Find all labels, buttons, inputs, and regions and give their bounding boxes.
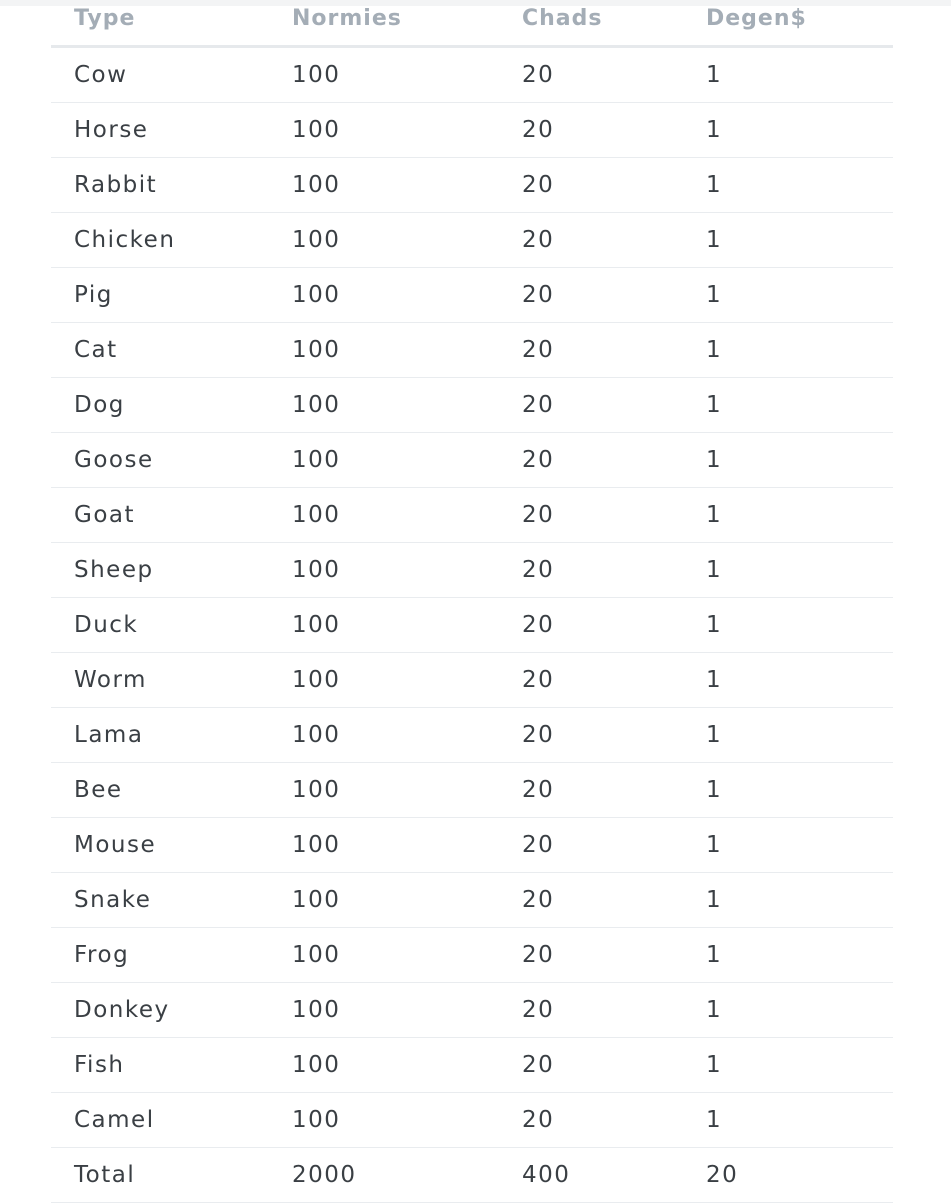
cell-normies: 100: [269, 763, 499, 818]
cell-type: Bee: [51, 763, 269, 818]
cell-degens: 1: [683, 103, 893, 158]
supply-table: [51, 0, 893, 1203]
table-row: [51, 158, 893, 213]
cell-normies: 100: [269, 1093, 499, 1148]
cell-type: Camel: [51, 1093, 269, 1148]
cell-normies: 100: [269, 708, 499, 763]
cell-type: Fish: [51, 1038, 269, 1093]
cell-normies: 100: [269, 653, 499, 708]
column-header-degens: Degen$: [683, 0, 893, 47]
cell-normies: 100: [269, 818, 499, 873]
cell-degens: 1: [683, 1093, 893, 1148]
cell-type: Frog: [51, 928, 269, 983]
table-row: [51, 708, 893, 763]
table-row: [51, 873, 893, 928]
cell-chads: 20: [499, 1093, 683, 1148]
cell-chads: 20: [499, 543, 683, 598]
cell-degens: 1: [683, 1038, 893, 1093]
table-row: [51, 103, 893, 158]
cell-normies: 100: [269, 488, 499, 543]
cell-chads: 20: [499, 873, 683, 928]
cell-type: Pig: [51, 268, 269, 323]
cell-normies: 2000: [269, 1148, 499, 1203]
cell-degens: 1: [683, 598, 893, 653]
table-row: [51, 653, 893, 708]
cell-chads: 20: [499, 433, 683, 488]
cell-chads: 20: [499, 1038, 683, 1093]
table-row: [51, 543, 893, 598]
cell-normies: 100: [269, 268, 499, 323]
table-row: [51, 818, 893, 873]
table-body: [51, 47, 893, 1203]
cell-normies: 100: [269, 158, 499, 213]
cell-normies: 100: [269, 378, 499, 433]
cell-degens: 1: [683, 983, 893, 1038]
cell-degens: 1: [683, 433, 893, 488]
table-row: [51, 928, 893, 983]
cell-normies: 100: [269, 103, 499, 158]
cell-chads: 20: [499, 928, 683, 983]
cell-normies: 100: [269, 598, 499, 653]
cell-type: Snake: [51, 873, 269, 928]
cell-type: Horse: [51, 103, 269, 158]
cell-chads: 20: [499, 378, 683, 433]
cell-chads: 20: [499, 598, 683, 653]
cell-degens: 1: [683, 928, 893, 983]
cell-degens: 1: [683, 268, 893, 323]
cell-type: Cat: [51, 323, 269, 378]
cell-type: Goat: [51, 488, 269, 543]
cell-type: Sheep: [51, 543, 269, 598]
cell-degens: 1: [683, 47, 893, 103]
cell-degens: 1: [683, 158, 893, 213]
cell-degens: 1: [683, 543, 893, 598]
table-row: [51, 268, 893, 323]
cell-normies: 100: [269, 323, 499, 378]
cell-type: Rabbit: [51, 158, 269, 213]
cell-chads: 20: [499, 268, 683, 323]
cell-chads: 20: [499, 488, 683, 543]
cell-degens: 20: [683, 1148, 893, 1203]
column-header-type: Type: [51, 0, 269, 47]
table-row: [51, 213, 893, 268]
cell-degens: 1: [683, 213, 893, 268]
cell-degens: 1: [683, 763, 893, 818]
table-row: [51, 1038, 893, 1093]
cell-chads: 20: [499, 103, 683, 158]
table-row: [51, 378, 893, 433]
table-row: [51, 598, 893, 653]
cell-normies: 100: [269, 543, 499, 598]
cell-normies: 100: [269, 433, 499, 488]
cell-degens: 1: [683, 488, 893, 543]
cell-degens: 1: [683, 323, 893, 378]
column-header-chads: Chads: [499, 0, 683, 47]
cell-type: Lama: [51, 708, 269, 763]
cell-normies: 100: [269, 47, 499, 103]
table-row: [51, 763, 893, 818]
table-row: [51, 488, 893, 543]
column-header-normies: Normies: [269, 0, 499, 47]
cell-chads: 20: [499, 323, 683, 378]
cell-chads: 20: [499, 708, 683, 763]
table-row: [51, 983, 893, 1038]
table-row: [51, 323, 893, 378]
cell-normies: 100: [269, 213, 499, 268]
cell-type: Total: [51, 1148, 269, 1203]
table-container: [51, 0, 893, 1203]
cell-normies: 100: [269, 983, 499, 1038]
cell-chads: 20: [499, 653, 683, 708]
table-row-total: [51, 1148, 893, 1203]
cell-chads: 20: [499, 213, 683, 268]
cell-type: Donkey: [51, 983, 269, 1038]
cell-type: Goose: [51, 433, 269, 488]
table-row: [51, 433, 893, 488]
cell-chads: 20: [499, 763, 683, 818]
cell-type: Mouse: [51, 818, 269, 873]
cell-chads: 400: [499, 1148, 683, 1203]
cell-chads: 20: [499, 158, 683, 213]
cell-normies: 100: [269, 928, 499, 983]
cell-degens: 1: [683, 653, 893, 708]
cell-type: Chicken: [51, 213, 269, 268]
cell-type: Cow: [51, 47, 269, 103]
cell-normies: 100: [269, 1038, 499, 1093]
cell-chads: 20: [499, 47, 683, 103]
table-row: [51, 1093, 893, 1148]
cell-type: Worm: [51, 653, 269, 708]
cell-type: Dog: [51, 378, 269, 433]
cell-degens: 1: [683, 818, 893, 873]
cell-degens: 1: [683, 378, 893, 433]
cell-chads: 20: [499, 818, 683, 873]
cell-type: Duck: [51, 598, 269, 653]
table-header: [51, 0, 893, 47]
cell-chads: 20: [499, 983, 683, 1038]
cell-degens: 1: [683, 708, 893, 763]
table-row: [51, 47, 893, 103]
cell-degens: 1: [683, 873, 893, 928]
cell-normies: 100: [269, 873, 499, 928]
header-row: [51, 0, 893, 47]
